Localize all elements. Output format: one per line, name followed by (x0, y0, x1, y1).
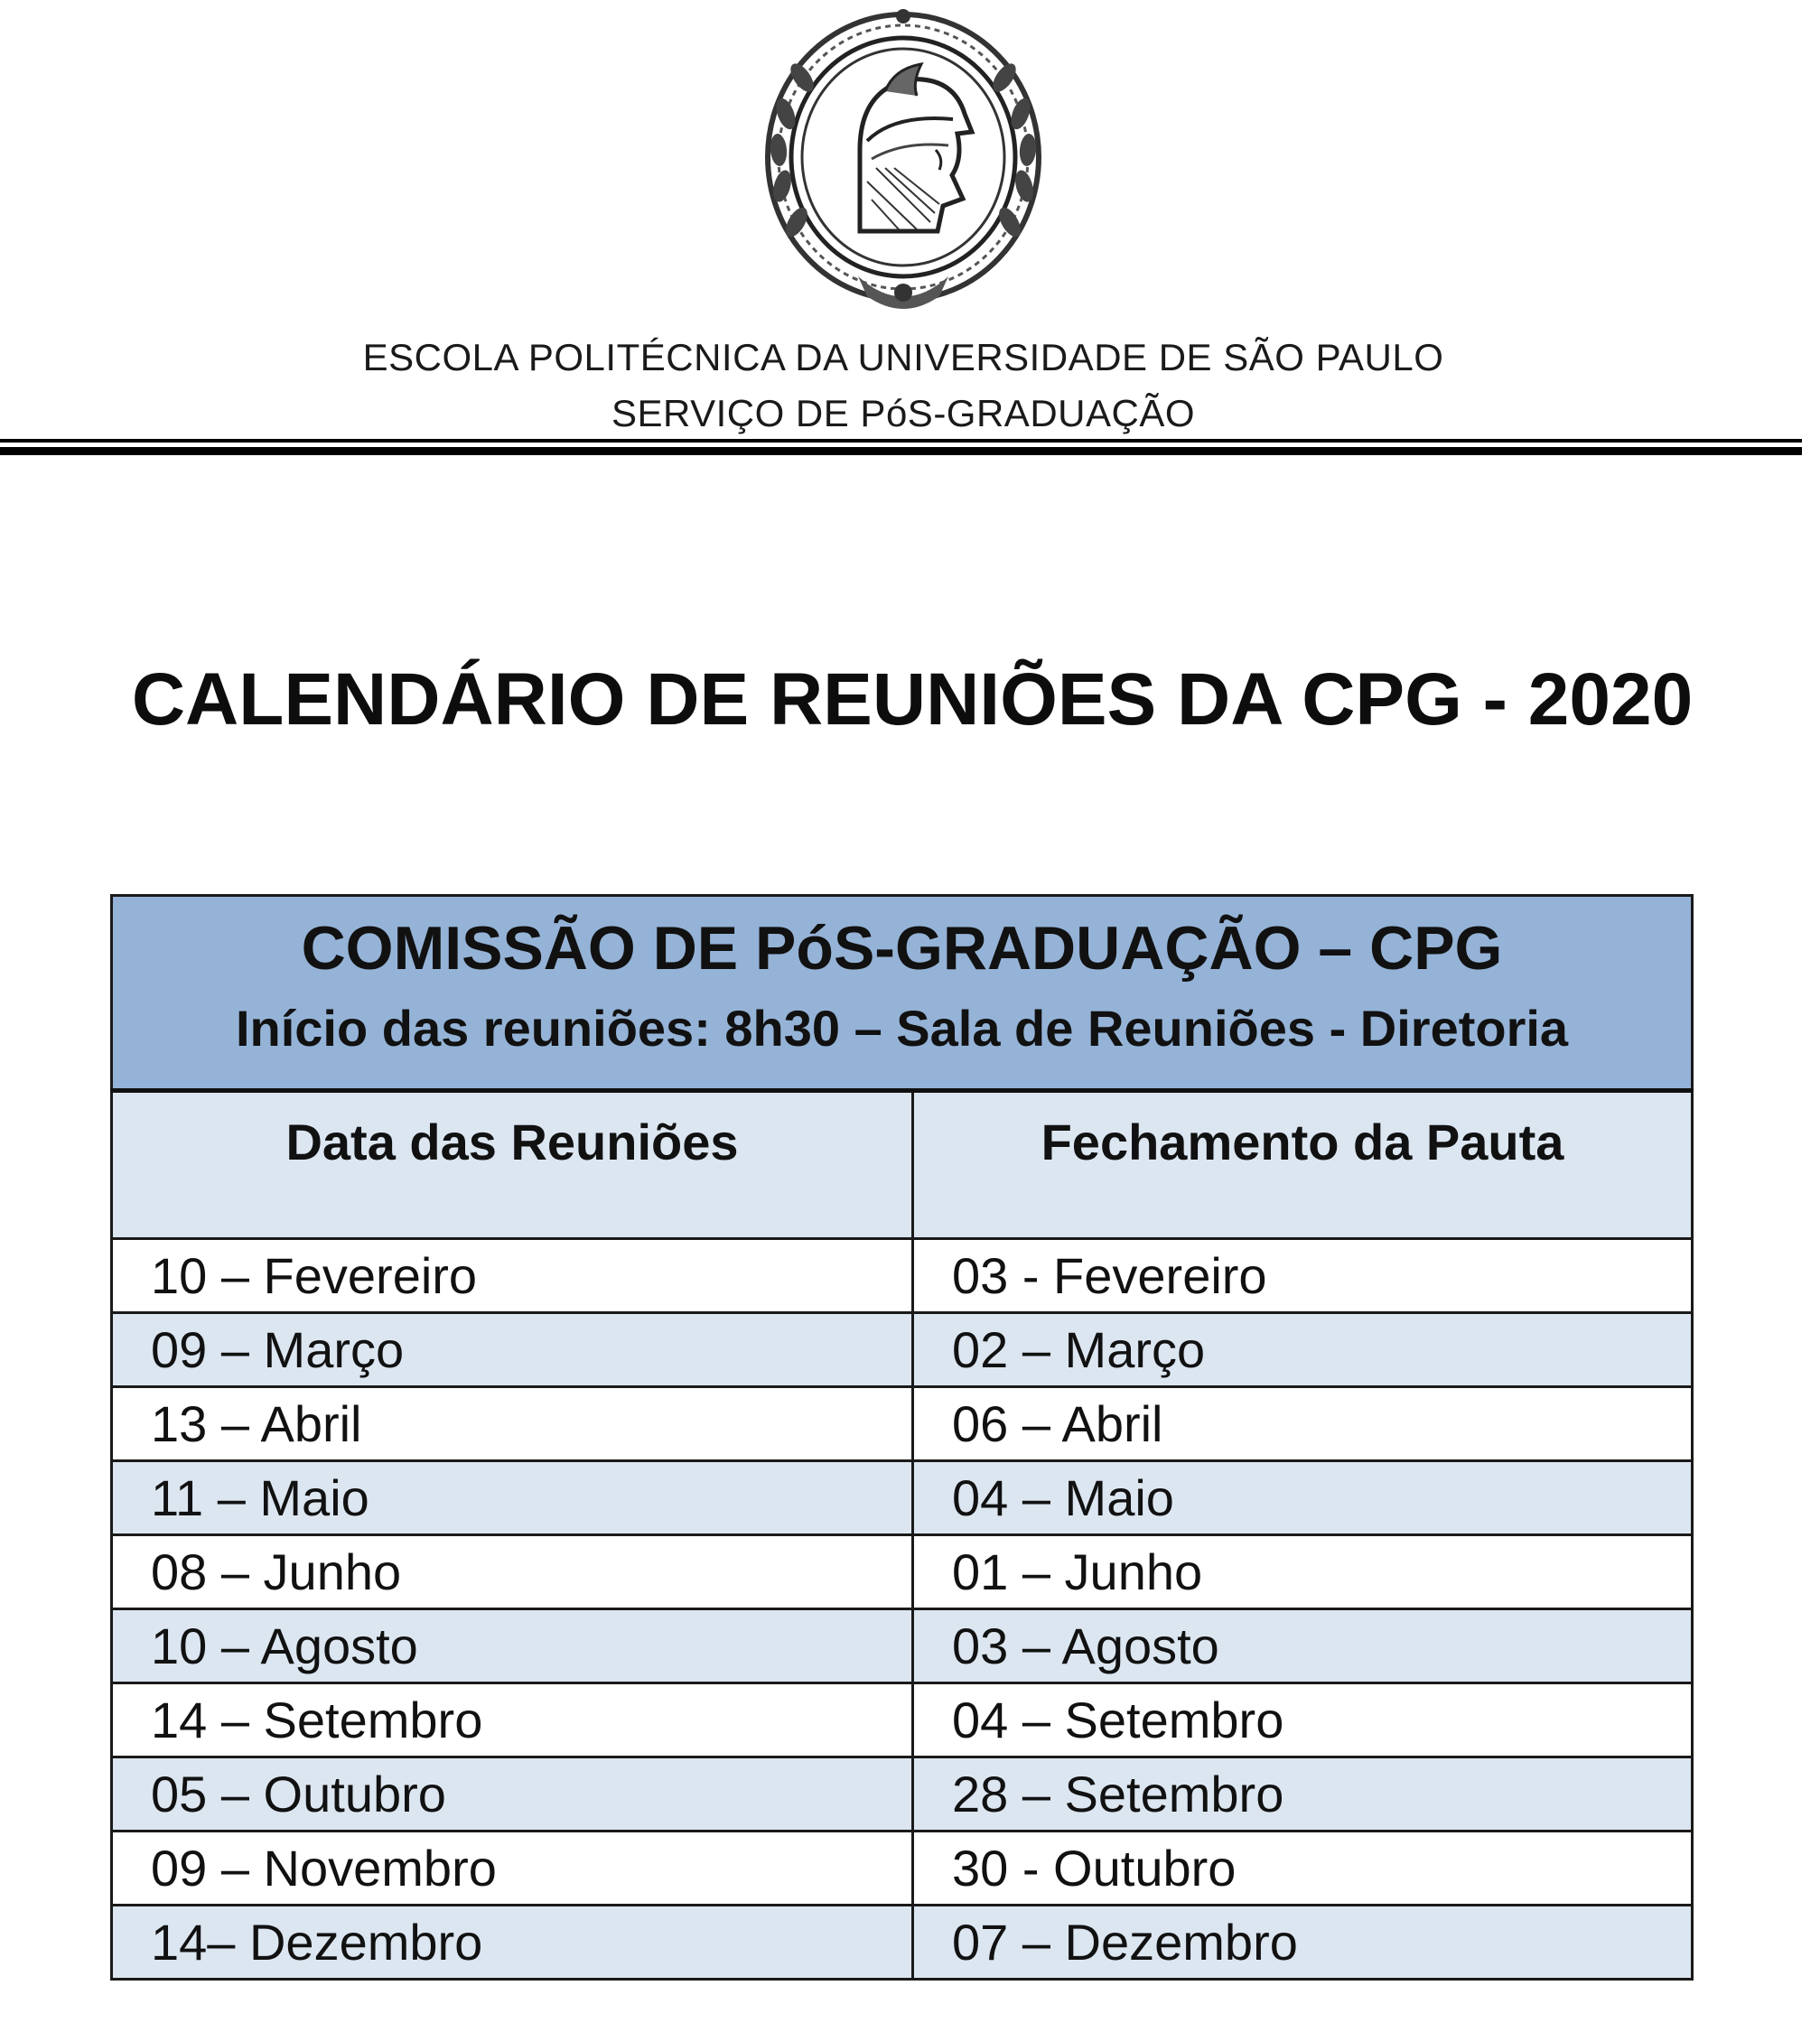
table-row (112, 1387, 1693, 1461)
agenda-deadline-cell: 02 – Março (913, 1313, 1693, 1387)
table-row (112, 1313, 1693, 1387)
meeting-schedule-table (110, 894, 1694, 1981)
committee-header-cell (112, 896, 1693, 1091)
meeting-date-cell: 08 – Junho (112, 1535, 913, 1609)
meeting-date-cell: 14– Dezembro (112, 1906, 913, 1980)
table-row (112, 1461, 1693, 1535)
meeting-date-cell: 14 – Setembro (112, 1683, 913, 1757)
header-divider-thick (0, 447, 1802, 455)
table-row (112, 1832, 1693, 1906)
agenda-deadline-cell: 03 – Agosto (913, 1609, 1693, 1683)
agenda-deadline-cell: 28 – Setembro (913, 1757, 1693, 1832)
document-title: CALENDÁRIO DE REUNIÕES DA CPG - 2020 (131, 658, 1694, 741)
meeting-date-cell: 10 – Agosto (112, 1609, 913, 1683)
institution-name: ESCOLA POLITÉCNICA DA UNIVERSIDADE DE SÃO PAULO (362, 336, 1444, 378)
meeting-date-cell: 10 – Fevereiro (112, 1239, 913, 1313)
committee-title: COMISSÃO DE PóS-GRADUAÇÃO – CPG (301, 914, 1503, 983)
table-row (112, 1609, 1693, 1683)
column-header-agenda-deadline: Fechamento da Pauta (913, 1091, 1693, 1239)
meeting-date-cell: 09 – Novembro (112, 1832, 913, 1906)
agenda-deadline-cell: 03 - Fevereiro (913, 1239, 1693, 1313)
header-divider-thin (0, 439, 1802, 443)
table-row (112, 1535, 1693, 1609)
table-row (112, 1683, 1693, 1757)
agenda-deadline-cell: 30 - Outubro (913, 1832, 1693, 1906)
table-row (112, 1757, 1693, 1832)
agenda-deadline-cell: 06 – Abril (913, 1387, 1693, 1461)
column-header-meeting-date: Data das Reuniões (112, 1091, 913, 1239)
poli-usp-crest-icon (759, 5, 1048, 323)
meeting-info: Início das reuniões: 8h30 – Sala de Reuniões - Diretoria (235, 1000, 1569, 1057)
agenda-deadline-cell: 04 – Maio (913, 1461, 1693, 1535)
meeting-date-cell: 05 – Outubro (112, 1757, 913, 1832)
meeting-date-cell: 09 – Março (112, 1313, 913, 1387)
meeting-date-cell: 13 – Abril (112, 1387, 913, 1461)
table-row (112, 1906, 1693, 1980)
table-row (112, 1239, 1693, 1313)
meeting-date-cell: 11 – Maio (112, 1461, 913, 1535)
agenda-deadline-cell: 07 – Dezembro (913, 1906, 1693, 1980)
agenda-deadline-cell: 04 – Setembro (913, 1683, 1693, 1757)
department-name: SERVIÇO DE PóS-GRADUAÇÃO (611, 392, 1196, 434)
agenda-deadline-cell: 01 – Junho (913, 1535, 1693, 1609)
